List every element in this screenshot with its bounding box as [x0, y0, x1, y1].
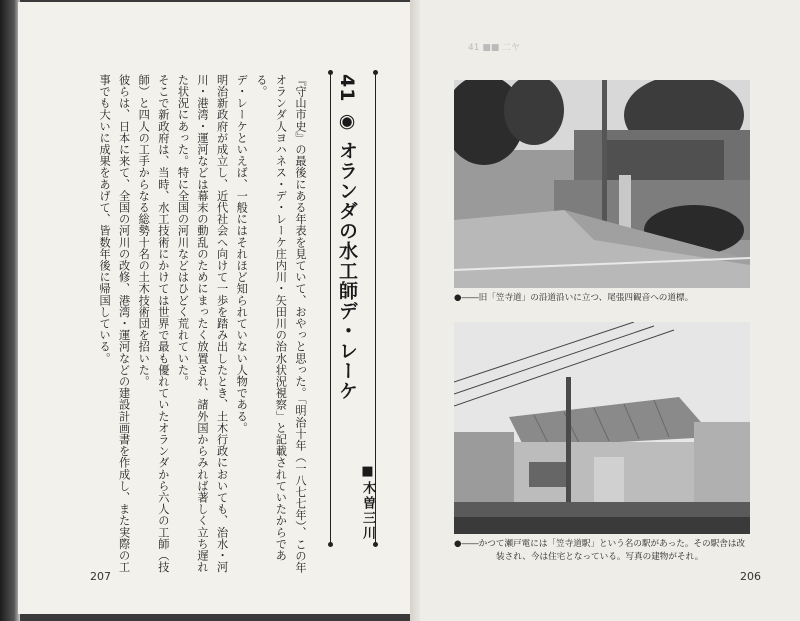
photo-caption-2-line2: 装され、今は住宅となっている。写真の建物がそれ。 [496, 552, 704, 562]
rule-dot-bottom-right [373, 542, 378, 547]
paragraph: そこで新政府は、当時、水工技術にかけては世界で最も優れていたオランダから六人の工師（技師）と四人の工手からなる総勢十名の土木技術団を招いた。 [137, 74, 170, 573]
chapter-heading [334, 74, 361, 401]
former-station-building-photo [454, 322, 750, 534]
signpost-photo-image [454, 80, 750, 288]
roadside-signpost-photo [454, 80, 750, 288]
author-line [358, 464, 377, 541]
running-header: 41 ■■ 二ヤ [468, 43, 521, 53]
paragraph: 彼らは、日本に来て、全国の河川の改修、港湾・運河などの建設計画書を作成し、また実際の工事でも大いに成果をあげて、皆数年後に帰国している。 [98, 74, 131, 573]
author-marker-icon: ■ [360, 464, 375, 481]
rule-dot-top-right [373, 70, 378, 75]
page-number-right: 206 [740, 570, 761, 583]
photo-caption-1: ●――旧「笠寺道」の沿道沿いに立つ、尾張四観音への道標。 [454, 293, 694, 303]
book-edge [0, 0, 20, 621]
photo-caption-2-line1: ●――かつて瀬戸電には「笠寺道駅」という名の駅があった。その駅舎は改 [454, 539, 746, 549]
title-rule-left [330, 74, 331, 544]
left-page [18, 2, 420, 614]
paragraph: 明治新政府が成立し、近代社会へ向けて一歩を踏み出したとき、土木行政においても、治水・河川・港湾・運河などは幕末の動乱のためにまったく放置され、諸外国からみれば著しく立ち遅れた状況にあった。特に全国の河川などはひどく荒れていた。 [176, 74, 229, 573]
chapter-bullet-icon: ◉ [336, 110, 358, 134]
chapter-number: 41 [336, 74, 358, 103]
author-name: 木曽三川 [360, 481, 375, 541]
paragraph: デ・レーケといえば、一般にはそれほど知られていない人物である。 [235, 74, 249, 434]
paragraph: 『守山市史』の最後にある年表を見ていて、おやっと思った。「明治十年（一八七七年）、この年オランダ人ヨハネス・デ・レーケ庄内川・矢田川の治水状況視察」と記載されていたからである。 [254, 74, 307, 574]
station-photo-image [454, 322, 750, 534]
body-text [94, 74, 310, 584]
right-page [420, 0, 800, 621]
rule-dot-bottom-left [328, 542, 333, 547]
rule-dot-top-left [328, 70, 333, 75]
page-number-left: 207 [90, 570, 111, 583]
chapter-title: オランダの水工師デ・レーケ [336, 140, 358, 401]
